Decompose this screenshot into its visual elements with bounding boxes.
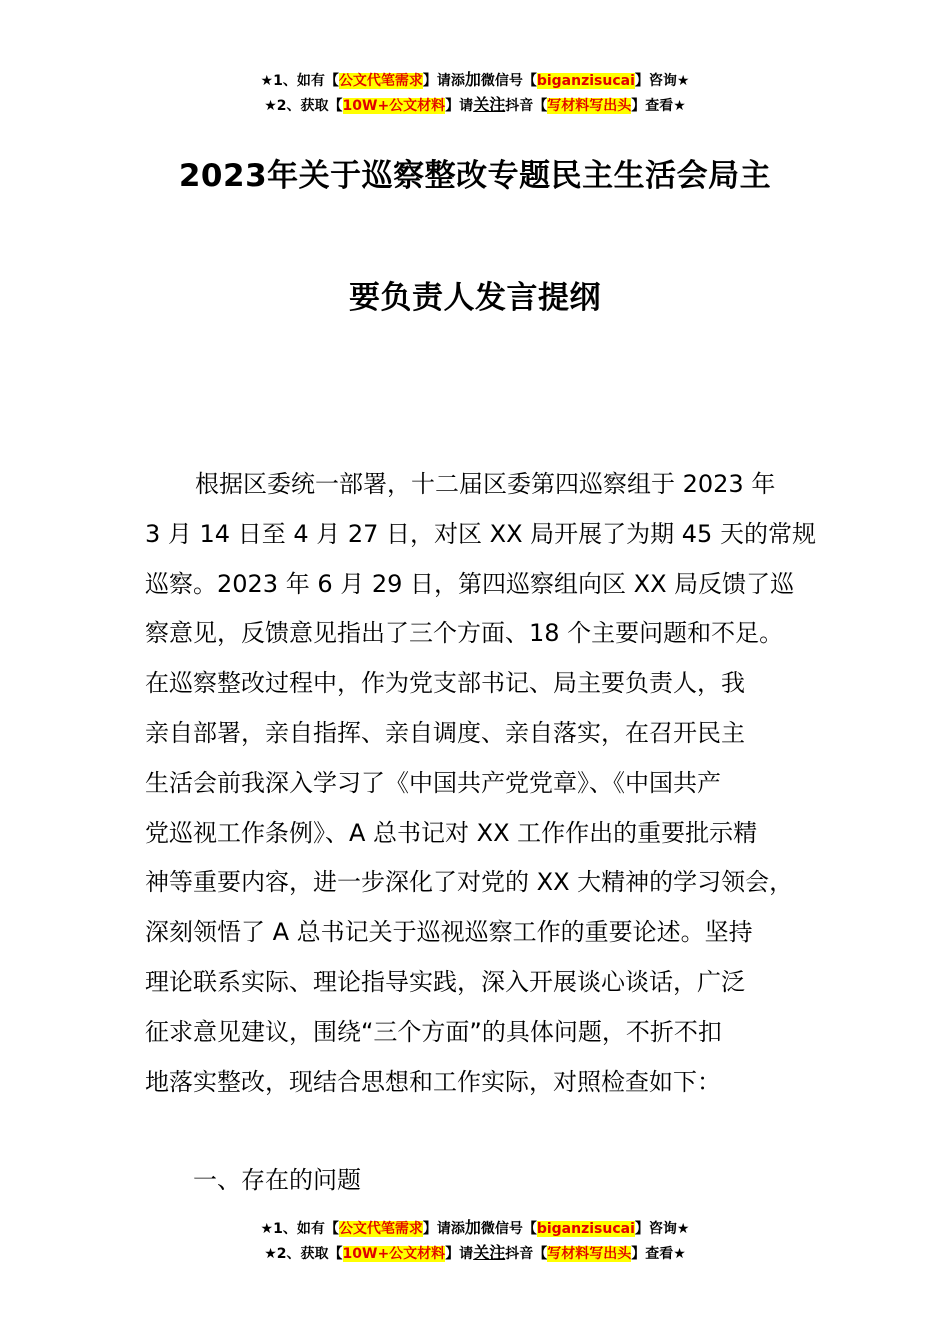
promo-line-2 xyxy=(0,1241,950,1266)
promo-text: 】咨询★ xyxy=(634,73,690,89)
document-title-line-1: 2023年关于巡察整改专题民主生活会局主 xyxy=(178,158,772,194)
promo-highlight: 10W+公文材料 xyxy=(342,98,446,114)
promo-emphasis: 关注 xyxy=(473,95,506,114)
promo-highlight-douyin: 写材料写出头 xyxy=(547,98,632,114)
promo-text: 微信号【 xyxy=(480,1221,537,1237)
paragraph-line: 根据区委统一部署，十二届区委第四巡察组于 2023 年 xyxy=(195,470,776,498)
paragraph-line: 在巡察整改过程中，作为党支部书记、局主要负责人，我 xyxy=(145,669,745,698)
promo-text: 】查看★ xyxy=(631,1246,686,1262)
section-heading: 一、存在的问题 xyxy=(193,1166,361,1194)
promo-emphasis: 关注 xyxy=(473,1243,506,1262)
promo-text: 】请添 xyxy=(422,73,465,89)
paragraph-line: 亲自部署，亲自指挥、亲自调度、亲自落实，在召开民主 xyxy=(145,718,745,747)
promo-emphasis: 加 xyxy=(464,70,481,89)
promo-text: ★1、如有【 xyxy=(260,73,339,89)
promo-text: 】请 xyxy=(445,1246,474,1262)
promo-text: 】查看★ xyxy=(631,98,686,114)
promo-text: 】请添 xyxy=(422,1221,465,1237)
promo-text: ★1、如有【 xyxy=(260,1221,339,1237)
promo-text: 】咨询★ xyxy=(634,1221,690,1237)
paragraph-line: 征求意见建议，围绕“三个方面”的具体问题，不折不扣 xyxy=(145,1017,722,1046)
promo-text: ★2、获取【 xyxy=(264,1246,343,1262)
document-title-line-2: 要负责人发言提纲 xyxy=(349,280,601,316)
paragraph-line: 党巡视工作条例》、A 总书记对 XX 工作作出的重要批示精 xyxy=(145,818,758,847)
promo-highlight: 10W+公文材料 xyxy=(342,1246,446,1262)
promo-text: 】请 xyxy=(445,98,474,114)
promo-highlight: 公文代笔需求 xyxy=(338,73,423,89)
promo-line-1 xyxy=(0,1216,950,1241)
paragraph-line: 地落实整改，现结合思想和工作实际，对照检查如下： xyxy=(145,1067,721,1096)
promo-line-1 xyxy=(0,68,950,93)
paragraph-line: 3 月 14 日至 4 月 27 日，对区 XX 局开展了为期 45 天的常规 xyxy=(145,519,816,548)
promo-highlight-douyin: 写材料写出头 xyxy=(547,1246,632,1262)
paragraph-line: 察意见，反馈意见指出了三个方面、18 个主要问题和不足。 xyxy=(145,619,784,648)
promo-banner-bottom xyxy=(0,1216,950,1266)
paragraph-line: 理论联系实际、理论指导实践，深入开展谈心谈话，广泛 xyxy=(145,967,745,996)
paragraph-line: 神等重要内容，进一步深化了对党的 XX 大精神的学习领会， xyxy=(145,868,794,897)
promo-text: ★2、获取【 xyxy=(264,98,343,114)
paragraph-line: 生活会前我深入学习了《中国共产党党章》、《中国共产 xyxy=(145,768,721,797)
promo-text: 微信号【 xyxy=(480,73,537,89)
promo-text: 抖音【 xyxy=(505,98,548,114)
promo-highlight-wechat: biganzisucai xyxy=(536,73,635,89)
promo-highlight-wechat: biganzisucai xyxy=(536,1221,635,1237)
promo-banner-top xyxy=(0,68,950,118)
promo-highlight: 公文代笔需求 xyxy=(338,1221,423,1237)
promo-line-2 xyxy=(0,93,950,118)
body-paragraph xyxy=(145,460,845,1107)
paragraph-line: 深刻领悟了 A 总书记关于巡视巡察工作的重要论述。坚持 xyxy=(145,918,753,947)
promo-text: 抖音【 xyxy=(505,1246,548,1262)
paragraph-line: 巡察。2023 年 6 月 29 日，第四巡察组向区 XX 局反馈了巡 xyxy=(145,569,795,598)
promo-emphasis: 加 xyxy=(464,1218,481,1237)
